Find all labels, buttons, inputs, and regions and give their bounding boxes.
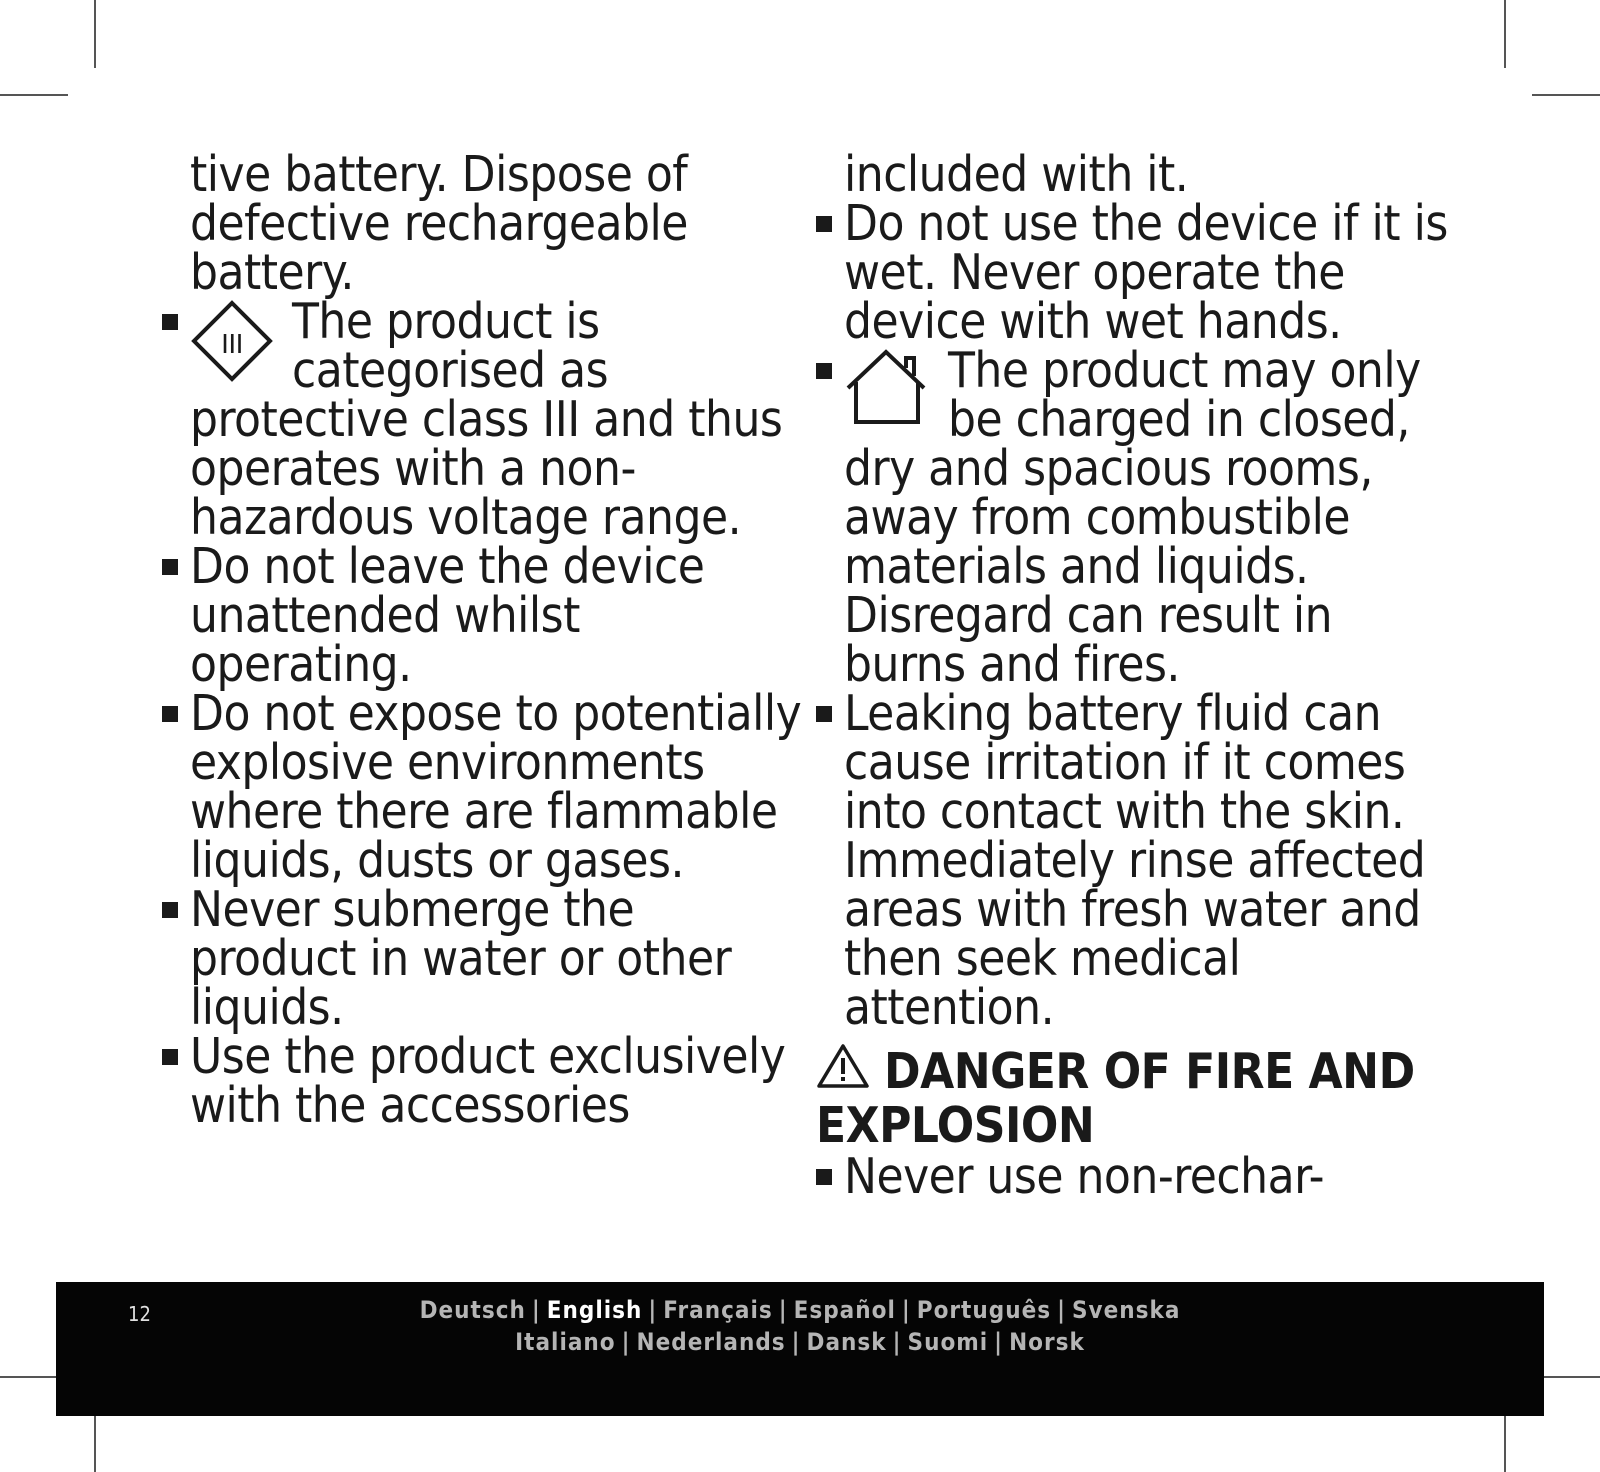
- language-selector: [56, 1294, 1544, 1358]
- language-link-english[interactable]: English: [546, 1296, 643, 1324]
- list-item: [816, 342, 1456, 693]
- right-column: [816, 146, 1456, 1205]
- list-item-text: The product is categorised as protective class III and thus operates with a non-hazardous voltage range.: [190, 293, 783, 546]
- language-row: Deutsch | English | Français | Español | Português | Svenska: [419, 1296, 1181, 1324]
- warning-triangle-icon: [816, 1042, 870, 1100]
- language-link-portugues[interactable]: Português: [916, 1296, 1052, 1324]
- list-item: [162, 881, 802, 1036]
- list-item-text: Never use non-rechar-: [844, 1148, 1324, 1205]
- crop-mark: [94, 0, 96, 68]
- bullet: [162, 706, 178, 722]
- list-item: [162, 538, 802, 693]
- list-item-text: The product may only be charged in closed, dry and spacious rooms, away from combustible materials and liquids. Disregard can result in burns and fires.: [844, 342, 1421, 693]
- list-item-text: Use the product exclusively with the accessories: [190, 1028, 786, 1134]
- bullet: [162, 1049, 178, 1065]
- list-item: [162, 293, 802, 546]
- list-item-text: Never submerge the product in water or other liquids.: [190, 881, 732, 1036]
- list-item: [162, 685, 802, 889]
- section-heading-text: DANGER OF FIRE AND EXPLOSION: [816, 1043, 1415, 1154]
- bullet: [162, 559, 178, 575]
- list-item-text: Leaking battery fluid can cause irritation if it comes into contact with the skin. Immediately rinse affected areas with fresh water and then seek medical attention.: [844, 685, 1426, 1036]
- language-link-espanol[interactable]: Español: [793, 1296, 896, 1324]
- bullet: [816, 1169, 832, 1185]
- protective-class-iii-icon: [190, 299, 274, 391]
- language-link-dansk[interactable]: Dansk: [806, 1328, 887, 1356]
- list-item-text: Do not use the device if it is wet. Never operate the device with wet hands.: [844, 195, 1448, 350]
- language-link-italiano[interactable]: Italiano: [515, 1328, 616, 1356]
- bullet: [816, 216, 832, 232]
- language-link-norsk[interactable]: Norsk: [1009, 1328, 1085, 1356]
- list-item-text: Do not leave the device unattended whilst operating.: [190, 538, 705, 693]
- crop-mark: [1532, 94, 1600, 96]
- continuation-text: included with it.: [844, 146, 1189, 203]
- language-link-deutsch[interactable]: Deutsch: [419, 1296, 526, 1324]
- left-column: [162, 146, 802, 1134]
- list-item: [162, 1028, 802, 1134]
- language-link-svenska[interactable]: Svenska: [1071, 1296, 1181, 1324]
- footer-bar: [56, 1282, 1544, 1416]
- section-heading: [816, 1042, 1456, 1152]
- language-link-nederlands[interactable]: Nederlands: [636, 1328, 786, 1356]
- list-item: [816, 685, 1456, 1036]
- page-number: 12: [128, 1302, 151, 1326]
- bullet: [816, 706, 832, 722]
- bullet: [162, 314, 178, 330]
- list-item: [816, 195, 1456, 350]
- bullet: [162, 902, 178, 918]
- list-item-text: Do not expose to potentially explosive environments where there are flammable liquids, dusts or gases.: [190, 685, 802, 889]
- list-item: [816, 1148, 1456, 1205]
- indoor-use-house-icon: [844, 348, 930, 434]
- language-link-suomi[interactable]: Suomi: [907, 1328, 989, 1356]
- crop-mark: [1504, 0, 1506, 68]
- bullet: [816, 363, 832, 379]
- language-link-francais[interactable]: Français: [663, 1296, 773, 1324]
- crop-mark: [0, 94, 68, 96]
- continuation-text: tive battery. Dispose of defective rechargeable battery.: [190, 146, 688, 301]
- protective-class-label: III: [221, 328, 243, 359]
- language-row: Italiano | Nederlands | Dansk | Suomi | Norsk: [515, 1328, 1085, 1356]
